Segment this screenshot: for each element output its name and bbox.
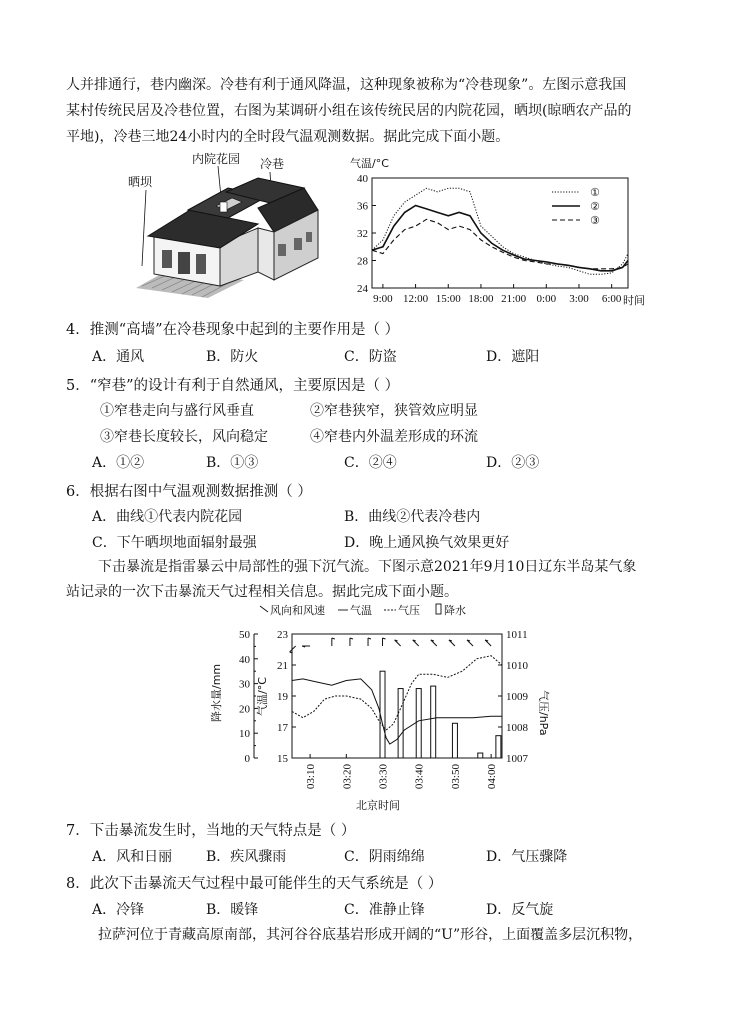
q7-option-a[interactable]: A．风和日丽 <box>92 849 173 865</box>
chart2-temp-tick-label: 17 <box>277 722 288 734</box>
label-garden: 内院花园 <box>192 152 241 166</box>
chart2-rain-bar <box>478 753 483 758</box>
legend-press: 气压 <box>398 604 420 617</box>
chart1-xtick-label: 21:00 <box>501 293 527 305</box>
passage3-line1: 拉萨河位于青藏高原南部，其河谷谷底基岩形成开阔的“U”形谷，上面覆盖多层沉积物， <box>98 927 643 943</box>
legend-rain: 降水 <box>444 604 466 617</box>
q5-option-d[interactable]: D．②③ <box>486 455 540 471</box>
chart2-press-tick-label: 1009 <box>506 691 528 703</box>
passage2-line1: 下击暴流是指雷暴云中局部性的强下沉气流。下图示意2021年9月10日辽东半岛某气象 <box>98 559 637 575</box>
chart2-wind-barb <box>290 646 296 653</box>
q8-option-d[interactable]: D．反气旋 <box>486 902 554 918</box>
chart1-ytick-label: 24 <box>357 283 368 295</box>
chart2-xtick-label: 03:30 <box>377 764 390 790</box>
chart2-rain-tick-label: 30 <box>239 678 250 691</box>
chart2-xtick-label: 03:20 <box>341 764 354 790</box>
chart2-xtick-label: 04:00 <box>486 764 499 790</box>
chart2-downburst <box>196 600 550 814</box>
q7-option-b[interactable]: B．疾风骤雨 <box>206 849 287 865</box>
chart2-rain-bar <box>452 723 457 758</box>
chart2-rain-tick-label: 20 <box>239 703 250 716</box>
chart1-xtick-label: 9:00 <box>373 293 393 305</box>
chart2-rain-tick-label: 40 <box>239 653 250 666</box>
q5-statement-2: ②窄巷狭窄，狭管效应明显 <box>310 403 478 419</box>
chart2-rain-bar <box>416 689 421 758</box>
legend-temp: 气温 <box>350 604 372 617</box>
chart2-temp-tick-label: 23 <box>277 629 288 641</box>
q5-statement-3: ③窄巷长度较长，风向稳定 <box>100 429 268 445</box>
legend-wind: 风向和风速 <box>270 604 325 617</box>
chart2-wind-barb <box>350 638 353 646</box>
chart2-rain-bar <box>431 686 436 758</box>
house-figure <box>128 148 338 316</box>
question-5-stem: 5．“窄巷”的设计有利于自然通风，主要原因是（ ） <box>66 378 400 394</box>
chart2-xtick-label: 03:10 <box>305 764 318 790</box>
chart1-ytick-label: 32 <box>357 228 368 240</box>
chart2-rain-tick-label: 50 <box>239 629 250 641</box>
label-drying: 晒坝 <box>128 175 153 189</box>
passage1-line3: 平地)，冷巷三地24小时内的全时段气温观测数据。据此完成下面小题。 <box>66 129 510 145</box>
q5-option-b[interactable]: B．①③ <box>206 455 259 471</box>
q6-option-c[interactable]: C．下午晒坝地面辐射最强 <box>92 535 257 551</box>
q5-option-c[interactable]: C．②④ <box>344 455 397 471</box>
q4-option-b[interactable]: B．防火 <box>206 349 259 365</box>
chart2-wind-barb-shaft <box>290 646 296 652</box>
q8-option-c[interactable]: C．准静止锋 <box>344 902 425 918</box>
chart1-xtick-label: 18:00 <box>468 293 494 305</box>
q8-option-a[interactable]: A．冷锋 <box>92 902 145 918</box>
chart2-wind-barb <box>485 640 491 646</box>
q6-option-d[interactable]: D．晚上通风换气效果更好 <box>344 535 510 551</box>
chart1-ytick-label: 36 <box>357 200 368 213</box>
chart2-temp-tick-label: 15 <box>277 753 288 765</box>
chart1-xtick-label: 0:00 <box>536 293 557 305</box>
q5-statement-1: ①窄巷走向与盛行风垂直 <box>100 403 254 419</box>
chart2-wind-barb <box>383 638 386 646</box>
question-6-stem: 6．根据右图中气温观测数据推测（ ） <box>66 484 312 500</box>
label-alley: 冷巷 <box>260 157 285 171</box>
q7-option-d[interactable]: D．气压骤降 <box>486 849 568 865</box>
chart2-temp-tick-label: 19 <box>277 691 288 703</box>
question-4-stem: 4．推测“高墙”在冷巷现象中起到的主要作用是（ ） <box>66 322 400 338</box>
chart2-ylabel-temp: 气温/°C <box>256 677 269 716</box>
chart2-wind-barb <box>449 640 455 646</box>
chart1-svg <box>342 150 654 310</box>
chart2-press-tick-label: 1010 <box>506 660 528 672</box>
q4-option-a[interactable]: A．通风 <box>92 349 145 365</box>
chart2-rain-bar <box>496 736 501 758</box>
chart2-rain-tick-label: 0 <box>244 753 250 765</box>
chart2-xtick-label: 03:50 <box>449 764 462 790</box>
chart2-wind-barb <box>332 638 335 646</box>
chart1-xunit: 时间 <box>623 294 645 307</box>
chart2-svg <box>196 600 550 814</box>
chart1-legend-label: ① <box>590 186 600 199</box>
chart2-pressure-line <box>292 656 502 730</box>
q4-option-d[interactable]: D．遮阳 <box>486 349 540 365</box>
question-8-stem: 8．此次下击暴流天气过程中最可能伴生的天气系统是（ ） <box>66 876 443 892</box>
chart2-temp-tick-label: 21 <box>277 660 288 672</box>
chart2-wind-barb <box>413 640 419 646</box>
chart1-ylabel: 气温/°C <box>350 157 389 170</box>
chart1-legend <box>552 186 600 227</box>
chart2-rain-bar <box>398 689 403 758</box>
chart2-press-tick-label: 1008 <box>506 722 528 734</box>
chart2-wind-barb <box>395 640 401 646</box>
chart2-rain-tick-label: 10 <box>239 728 250 741</box>
chart1-xtick-label: 15:00 <box>435 293 461 305</box>
chart1-xtick-label: 6:00 <box>601 293 622 305</box>
chart2-legend <box>260 603 466 617</box>
chart2-wind-barb <box>467 640 473 646</box>
q5-option-a[interactable]: A．①② <box>92 455 145 471</box>
chart2-press-tick-label: 1007 <box>506 753 528 765</box>
chart1-ytick-label: 28 <box>357 255 368 268</box>
chart1-temperature <box>342 150 654 310</box>
passage1-line2: 某村传统民居及冷巷位置，右图为某调研小组在该传统民居的内院花园，晒坝(晾晒农产品的 <box>66 103 632 119</box>
chart2-ylabel-press: 气压/hPa <box>537 690 550 736</box>
house-illustration <box>128 148 338 316</box>
chart2-wind-barb <box>431 640 437 646</box>
q5-statement-4: ④窄巷内外温差形成的环流 <box>310 429 478 445</box>
passage1-line1: 人并排通行，巷内幽深。冷巷有利于通风降温，这种现象被称为“冷巷现象”。左图示意我国 <box>66 77 627 93</box>
question-7-stem: 7．下击暴流发生时，当地的天气特点是（ ） <box>66 823 356 839</box>
chart2-temperature-line <box>292 679 502 744</box>
q8-option-b[interactable]: B．暖锋 <box>206 902 259 918</box>
chart1-xtick-label: 3:00 <box>569 293 589 305</box>
passage2-line2: 站记录的一次下击暴流天气过程相关信息。据此完成下面小题。 <box>66 584 458 600</box>
chart2-xlabel: 北京时间 <box>356 799 400 812</box>
chart1-legend-label: ③ <box>590 214 600 227</box>
chart1-legend-label: ② <box>590 200 600 213</box>
chart2-wind-barb <box>302 646 310 647</box>
q6-option-b[interactable]: B．曲线②代表冷巷内 <box>344 509 481 525</box>
q7-option-c[interactable]: C．阴雨绵绵 <box>344 849 425 865</box>
q6-option-a[interactable]: A．曲线①代表内院花园 <box>92 509 243 525</box>
q4-option-c[interactable]: C．防盗 <box>344 349 397 365</box>
chart2-ylabel-rain: 降水量/mm <box>210 663 223 722</box>
chart2-xtick-label: 03:40 <box>413 764 426 790</box>
chart1-xtick-label: 12:00 <box>403 293 429 305</box>
chart2-press-tick-label: 1011 <box>506 629 528 641</box>
chart2-wind-barb <box>368 638 371 646</box>
chart1-ytick-label: 40 <box>357 173 368 185</box>
